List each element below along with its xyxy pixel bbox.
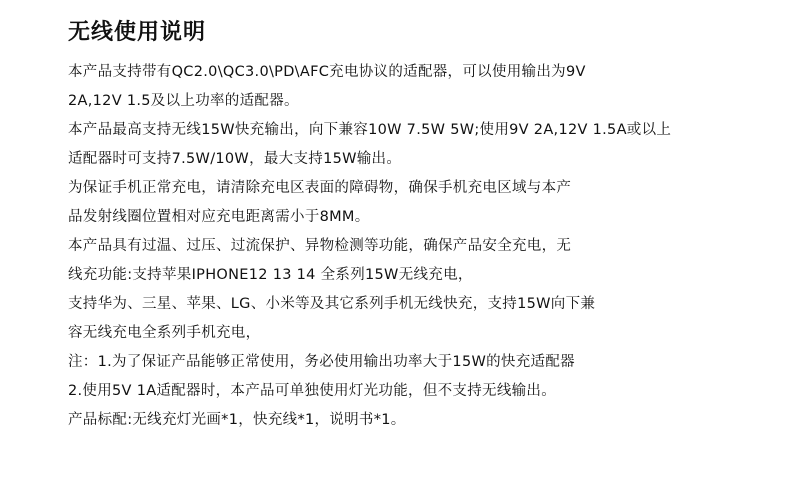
text-line: 2A,12V 1.5及以上功率的适配器。 bbox=[68, 93, 299, 109]
document-title: 无线使用说明 bbox=[68, 20, 207, 45]
text-line: 注：1.为了保证产品能够正常使用，务必使用输出功率大于15W的快充适配器 bbox=[68, 354, 575, 370]
text-line: 适配器时可支持7.5W/10W，最大支持15W输出。 bbox=[68, 151, 402, 167]
text-line: 本产品具有过温、过压、过流保护、异物检测等功能，确保产品安全充电，无 bbox=[68, 238, 572, 254]
text-line: 容无线充电全系列手机充电， bbox=[68, 325, 261, 341]
text-line: 支持华为、三星、苹果、LG、小米等及其它系列手机无线快充，支持15W向下兼 bbox=[68, 296, 596, 312]
text-line: 2.使用5V 1A适配器时，本产品可单独使用灯光功能，但不支持无线输出。 bbox=[68, 383, 557, 399]
text-line: 本产品支持带有QC2.0\QC3.0\PD\AFC充电协议的适配器，可以使用输出为9V bbox=[68, 64, 586, 80]
text-line: 为保证手机正常充电，请清除充电区表面的障碍物，确保手机充电区域与本产 bbox=[68, 180, 572, 196]
text-line: 本产品最高支持无线15W快充输出，向下兼容10W 7.5W 5W;使用9V 2A,12V 1.5A或以上 bbox=[68, 122, 672, 138]
text-line: 品发射线圈位置相对应充电距离需小于8MM。 bbox=[68, 209, 370, 225]
text-line: 产品标配:无线充灯光画*1，快充线*1，说明书*1。 bbox=[68, 412, 406, 428]
text-line: 线充功能:支持苹果IPHONE12 13 14 全系列15W无线充电， bbox=[68, 267, 473, 283]
